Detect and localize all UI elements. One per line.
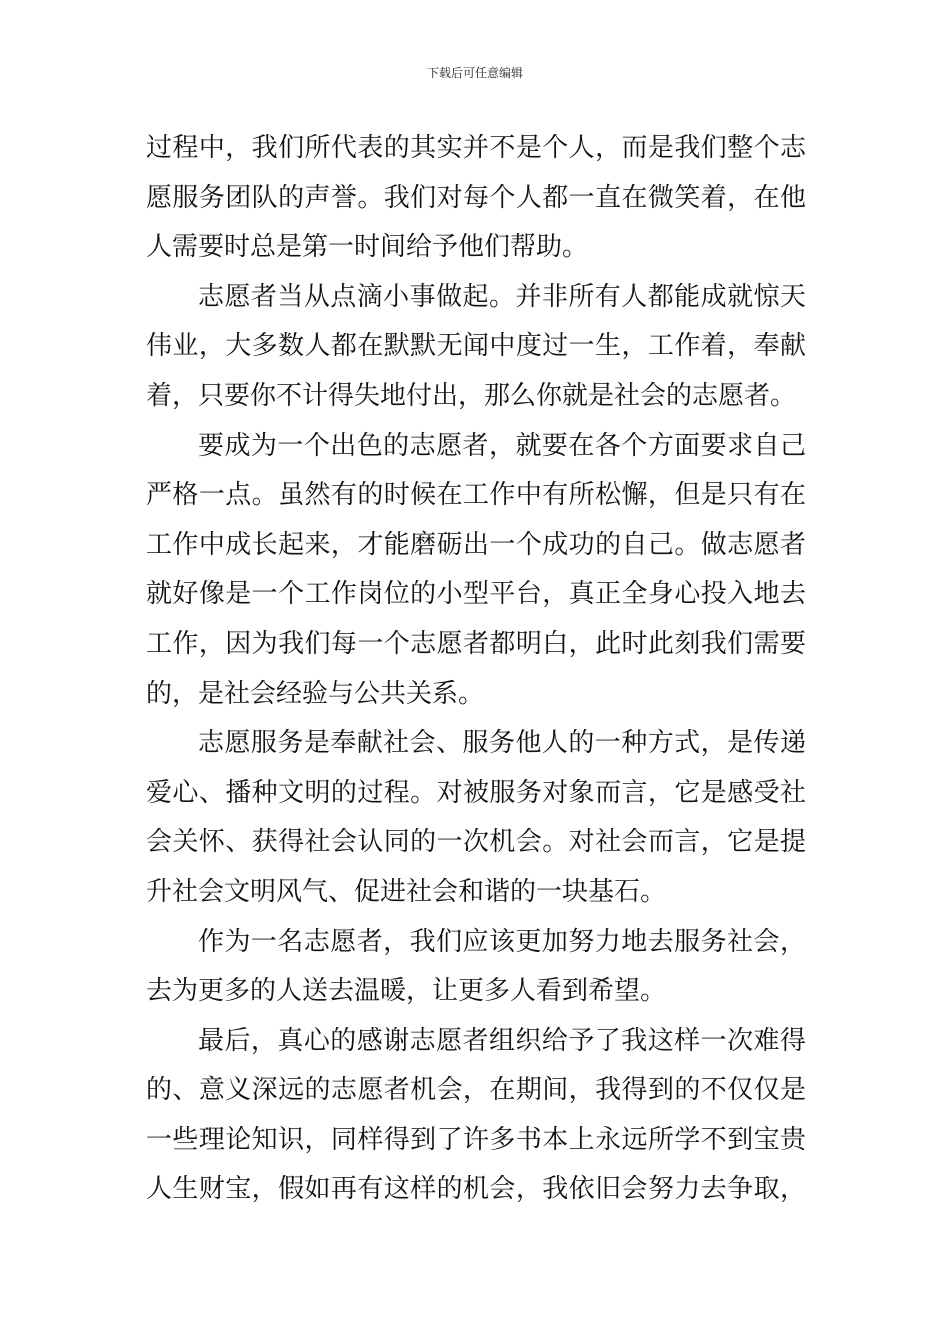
text-line: 要成为一个出色的志愿者，就要在各个方面要求自己 xyxy=(198,430,806,461)
text-line: 爱心、播种文明的过程。对被服务对象而言，它是感受社 xyxy=(146,777,806,808)
text-line: 严格一点。虽然有的时候在工作中有所松懈，但是只有在 xyxy=(146,480,806,511)
text-line: 的、意义深远的志愿者机会，在期间，我得到的不仅仅是 xyxy=(146,1075,806,1106)
text-line: 工作，因为我们每一个志愿者都明白，此时此刻我们需要 xyxy=(146,628,806,659)
text-line: 志愿者当从点滴小事做起。并非所有人都能成就惊天 xyxy=(198,281,806,312)
text-line: 的，是社会经验与公共关系。 xyxy=(146,678,485,709)
text-line: 过程中，我们所代表的其实并不是个人，而是我们整个志 xyxy=(146,133,806,163)
text-line: 人需要时总是第一时间给予他们帮助。 xyxy=(146,232,589,263)
text-line: 就好像是一个工作岗位的小型平台，真正全身心投入地去 xyxy=(146,579,806,610)
text-line: 着，只要你不计得失地付出，那么你就是社会的志愿者。 xyxy=(146,380,797,411)
text-line: 升社会文明风气、促进社会和谐的一块基石。 xyxy=(146,876,667,907)
text-line: 作为一名志愿者，我们应该更加努力地去服务社会， xyxy=(198,926,806,957)
text-line: 最后，真心的感谢志愿者组织给予了我这样一次难得 xyxy=(198,1025,806,1056)
document-body xyxy=(146,124,806,1215)
text-line: 去为更多的人送去温暖，让更多人看到希望。 xyxy=(146,976,667,1007)
text-line: 伟业，大多数人都在默默无闻中度过一生，工作着，奉献 xyxy=(146,331,806,362)
text-line: 一些理论知识，同样得到了许多书本上永远所学不到宝贵 xyxy=(146,1124,806,1155)
text-line: 人生财宝，假如再有这样的机会，我依旧会努力去争取， xyxy=(146,1174,806,1205)
text-line: 志愿服务是奉献社会、服务他人的一种方式，是传递 xyxy=(198,728,806,759)
page-header: 下载后可任意编辑 xyxy=(426,66,523,80)
text-line: 会关怀、获得社会认同的一次机会。对社会而言，它是提 xyxy=(146,827,806,858)
text-line: 愿服务团队的声誉。我们对每个人都一直在微笑着，在他 xyxy=(146,182,806,213)
text-line: 工作中成长起来，才能磨砺出一个成功的自己。做志愿者 xyxy=(146,529,806,560)
